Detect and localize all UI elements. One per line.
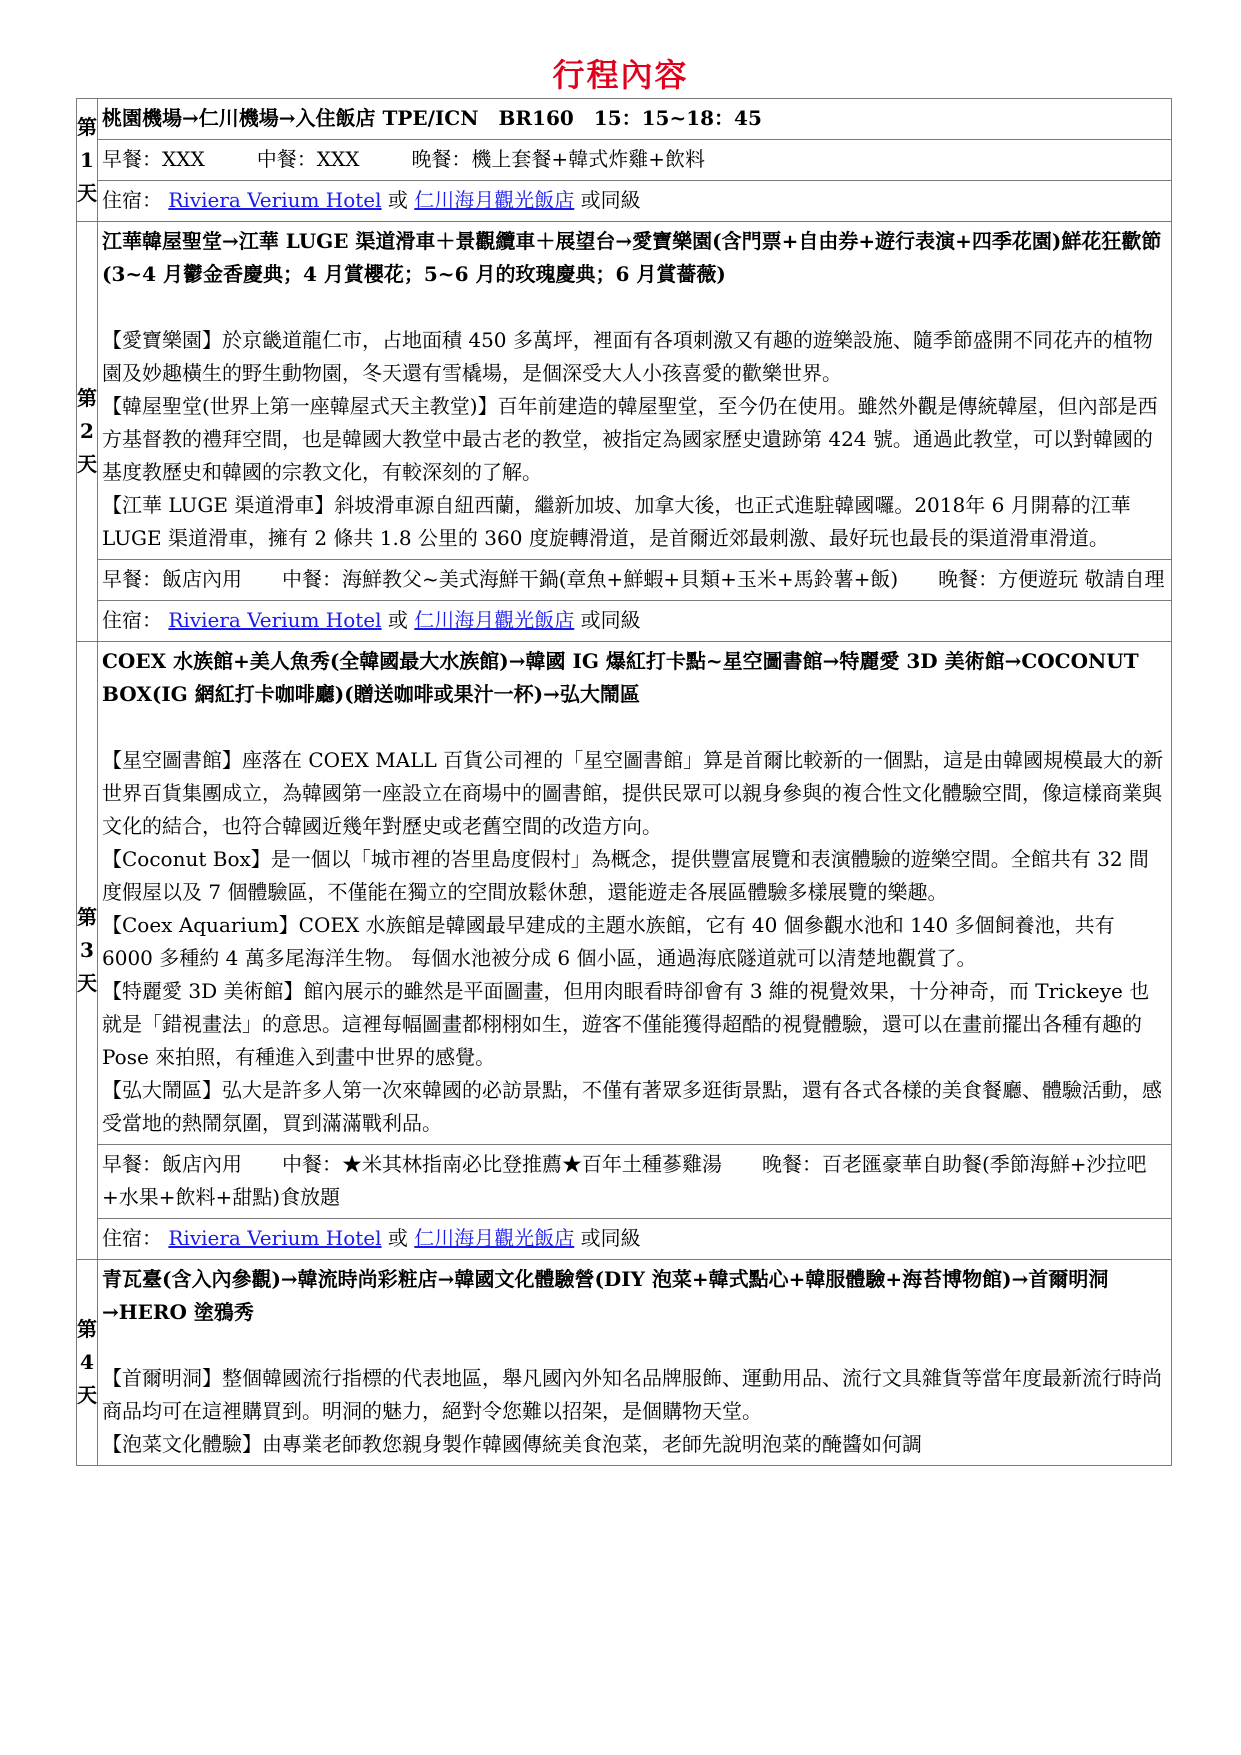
day1-hotel-row bbox=[77, 181, 1172, 222]
paragraph: 【泡菜文化體驗】由專業老師教您親身製作韓國傳統美食泡菜，老師先說明泡菜的醃醬如何調 bbox=[102, 1432, 922, 1456]
day4-heading: 青瓦臺(含入內參觀)→韓流時尚彩粧店→韓國文化體驗營(DIY 泡菜+韓式點心+韓服體驗+海苔博物館)→首爾明洞→HERO 塗鴉秀 bbox=[102, 1267, 1109, 1324]
paragraph: 【特麗愛 3D 美術館】館內展示的雖然是平面圖畫，但用肉眼看時卻會有 3 維的視覺效果，十分神奇，而 Trickeye 也就是「錯視畫法」的意思。這裡每幅圖畫都栩栩如生，遊客不僅能獲得超酷的視覺體驗，還可以在畫前擺出各種有趣的 Pose 來拍照，有種進入到畫中世界的感覺。 bbox=[102, 979, 1150, 1069]
day1-heading-row bbox=[77, 99, 1172, 140]
day1-meals-row bbox=[77, 140, 1172, 181]
day3-meals: 早餐：飯店內用 中餐：★米其林指南必比登推薦★百年土種蔘雞湯 晚餐：百老匯豪華自助餐(季節海鮮+沙拉吧+水果+飲料+甜點)食放題 bbox=[98, 1145, 1172, 1219]
hotel-link-riviera[interactable]: Riviera Verium Hotel bbox=[168, 1226, 382, 1250]
day2-heading: 江華韓屋聖堂→江華 LUGE 渠道滑車＋景觀纜車＋展望台→愛寶樂園(含門票+自由券+遊行表演+四季花園)鮮花狂歡節(3~4 月鬱金香慶典；4 月賞櫻花；5~6 月的玫瑰慶典；6 月賞薔薇) bbox=[102, 229, 1162, 286]
paragraph: 【首爾明洞】整個韓國流行指標的代表地區，舉凡國內外知名品牌服飾、運動用品、流行文具雜貨等當年度最新流行時尚商品均可在這裡購買到。明洞的魅力，絕對令您難以招架，是個購物天堂。 bbox=[102, 1366, 1162, 1423]
hotel-link-haewol[interactable]: 仁川海月觀光飯店 bbox=[414, 188, 575, 212]
hotel-link-riviera[interactable]: Riviera Verium Hotel bbox=[168, 188, 382, 212]
day2-hotel-row bbox=[77, 601, 1172, 642]
day3-label: 第 3 天 bbox=[77, 642, 98, 1260]
day4-label: 第 4 天 bbox=[77, 1260, 98, 1466]
hotel-link-haewol[interactable]: 仁川海月觀光飯店 bbox=[414, 608, 575, 632]
paragraph: 【Coex Aquarium】COEX 水族館是韓國最早建成的主題水族館，它有 40 個參觀水池和 140 多個飼養池，共有 6000 多種約 4 萬多尾海洋生物。 每個水池被分成 6 個小區，通過海底隧道就可以清楚地觀賞了。 bbox=[102, 913, 1115, 970]
day3-heading: COEX 水族館+美人魚秀(全韓國最大水族館)→韓國 IG 爆紅打卡點~星空圖書館→特麗愛 3D 美術館→COCONUT BOX(IG 網紅打卡咖啡廳)(贈送咖啡或果汁一杯)→弘大鬧區 bbox=[102, 649, 1139, 706]
day3-content-row bbox=[77, 642, 1172, 1145]
day4-content bbox=[98, 1260, 1172, 1466]
day1-meals: 早餐：XXX 中餐：XXX 晚餐：機上套餐+韓式炸雞+飲料 bbox=[98, 140, 1172, 181]
day2-content-row bbox=[77, 222, 1172, 560]
day2-hotel: 住宿： Riviera Verium Hotel 或 仁川海月觀光飯店 或同級 bbox=[98, 601, 1172, 642]
day2-meals: 早餐：飯店內用 中餐：海鮮教父~美式海鮮干鍋(章魚+鮮蝦+貝類+玉米+馬鈴薯+飯) 晚餐：方便遊玩 敬請自理 bbox=[98, 560, 1172, 601]
paragraph: 【愛寶樂園】於京畿道龍仁市，占地面積 450 多萬坪，裡面有各項刺激又有趣的遊樂設施、隨季節盛開不同花卉的植物園及妙趣橫生的野生動物園，冬天還有雪橇場，是個深受大人小孩喜愛的歡樂世界。 bbox=[102, 328, 1153, 385]
paragraph: 【星空圖書館】座落在 COEX MALL 百貨公司裡的「星空圖書館」算是首爾比較新的一個點，這是由韓國規模最大的新世界百貨集團成立，為韓國第一座設立在商場中的圖書館，提供民眾可以親身參與的複合性文化體驗空間，像這樣商業與文化的結合，也符合韓國近幾年對歷史或老舊空間的改造方向。 bbox=[102, 748, 1164, 838]
day3-hotel: 住宿： Riviera Verium Hotel 或 仁川海月觀光飯店 或同級 bbox=[98, 1219, 1172, 1260]
day3-hotel-row bbox=[77, 1219, 1172, 1260]
paragraph: 【江華 LUGE 渠道滑車】斜坡滑車源自紐西蘭，繼新加坡、加拿大後，也正式進駐韓國囉。2018年 6 月開幕的江華 LUGE 渠道滑車，擁有 2 條共 1.8 公里的 360 度旋轉滑道，是首爾近郊最刺激、最好玩也最長的渠道滑車滑道。 bbox=[102, 493, 1131, 550]
paragraph: 【Coconut Box】是一個以「城市裡的峇里島度假村」為概念，提供豐富展覽和表演體驗的遊樂空間。全館共有 32 間度假屋以及 7 個體驗區，不僅能在獨立的空間放鬆休憩，還能遊走各展區體驗多樣展覽的樂趣。 bbox=[102, 847, 1149, 904]
day1-label: 第 1 天 bbox=[77, 99, 98, 222]
day3-meals-row bbox=[77, 1145, 1172, 1219]
day1-heading: 桃園機場→仁川機場→入住飯店 TPE/ICN BR160 15：15~18：45 bbox=[98, 99, 1172, 140]
day2-content bbox=[98, 222, 1172, 560]
paragraph: 【韓屋聖堂(世界上第一座韓屋式天主教堂)】百年前建造的韓屋聖堂，至今仍在使用。雖然外觀是傳統韓屋，但內部是西方基督教的禮拜空間，也是韓國大教堂中最古老的教堂，被指定為國家歷史遺跡第 424 號。通過此教堂，可以對韓國的基度教歷史和韓國的宗教文化，有較深刻的了解。 bbox=[102, 394, 1158, 484]
day2-label: 第 2 天 bbox=[77, 222, 98, 642]
paragraph: 【弘大鬧區】弘大是許多人第一次來韓國的必訪景點，不僅有著眾多逛街景點，還有各式各樣的美食餐廳、體驗活動，感受當地的熱鬧氛圍，買到滿滿戰利品。 bbox=[102, 1078, 1162, 1135]
page-title: 行程內容 bbox=[552, 56, 689, 94]
hotel-link-riviera[interactable]: Riviera Verium Hotel bbox=[168, 608, 382, 632]
day2-meals-row bbox=[77, 560, 1172, 601]
day3-content bbox=[98, 642, 1172, 1145]
day1-hotel: 住宿： Riviera Verium Hotel 或 仁川海月觀光飯店 或同級 bbox=[98, 181, 1172, 222]
day4-content-row bbox=[77, 1260, 1172, 1466]
itinerary-table bbox=[76, 98, 1172, 1466]
hotel-link-haewol[interactable]: 仁川海月觀光飯店 bbox=[414, 1226, 575, 1250]
